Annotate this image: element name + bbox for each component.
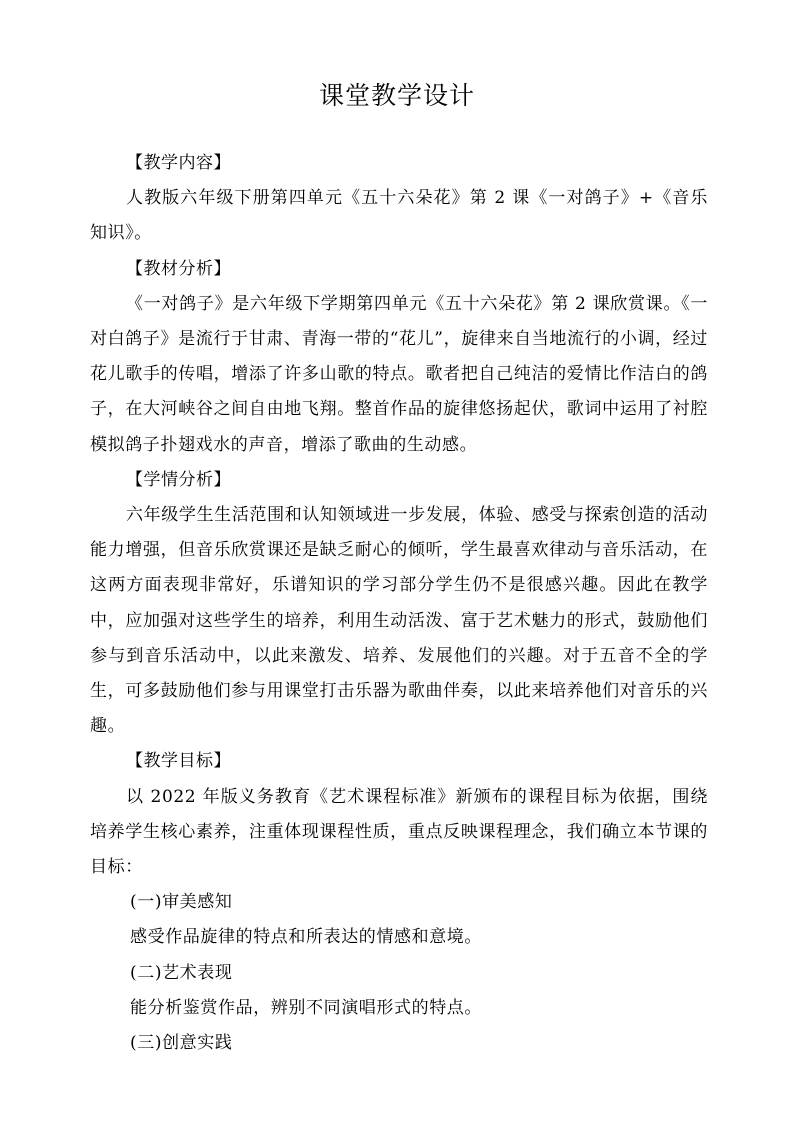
section-heading-material: 【教材分析】	[126, 258, 231, 279]
section-text-students: 六年级学生生活范围和认知领域进一步发展，体验、感受与探索创造的活动能力增强，但音乐欣赏课还是缺乏耐心的倾听，学生最喜欢律动与音乐活动，在这两方面表现非常好，乐谱知识的学习部分学生仍不是很感兴趣。因此在教学中，应加强对这些学生的培养，利用生动活泼、富于艺术魅力的形式，鼓励他们参与到音乐活动中，以此来激发、培养、发展他们的兴趣。对于五音不全的学生，可多鼓励他们参与用课堂打击乐器为歌曲伴奏，以此来培养他们对音乐的兴趣。	[90, 505, 708, 737]
document-body	[90, 146, 708, 1061]
section-text-goals: 以 2022 年版义务教育《艺术课程标准》新颁布的课程目标为依据，围绕培养学生核心素养，注重体现课程性质，重点反映课程理念，我们确立本节课的目标：	[90, 786, 708, 878]
goal-item-text-2: 能分析鉴赏作品，辨别不同演唱形式的特点。	[130, 997, 482, 1018]
document-title: 课堂教学设计	[318, 81, 475, 110]
goal-item-label-3: (三)创意实践	[130, 1033, 233, 1054]
section-text-material: 《一对鸽子》是六年级下学期第四单元《五十六朵花》第 2 课欣赏课。《一对白鸽子》是流行于甘肃、青海一带的“花儿”，旋律来自当地流行的小调，经过花儿歌手的传唱，增添了许多山歌的特点。歌者把自己纯洁的爱情比作洁白的鸽子，在大河峡谷之间自由地飞翔。整首作品的旋律悠扬起伏，歌词中运用了衬腔模拟鸽子扑翅戏水的声音，增添了歌曲的生动感。	[90, 293, 708, 455]
section-heading-goals: 【教学目标】	[126, 751, 231, 772]
section-heading-students: 【学情分析】	[126, 469, 231, 490]
goal-item-text-1: 感受作品旋律的特点和所表达的情感和意境。	[130, 927, 482, 948]
section-text-content: 人教版六年级下册第四单元《五十六朵花》第 2 课《一对鸽子》+《音乐知识》。	[90, 188, 708, 244]
goal-item-label-1: (一)审美感知	[130, 892, 233, 913]
goal-item-label-2: (二)艺术表现	[130, 962, 233, 983]
section-heading-content: 【教学内容】	[126, 153, 231, 173]
